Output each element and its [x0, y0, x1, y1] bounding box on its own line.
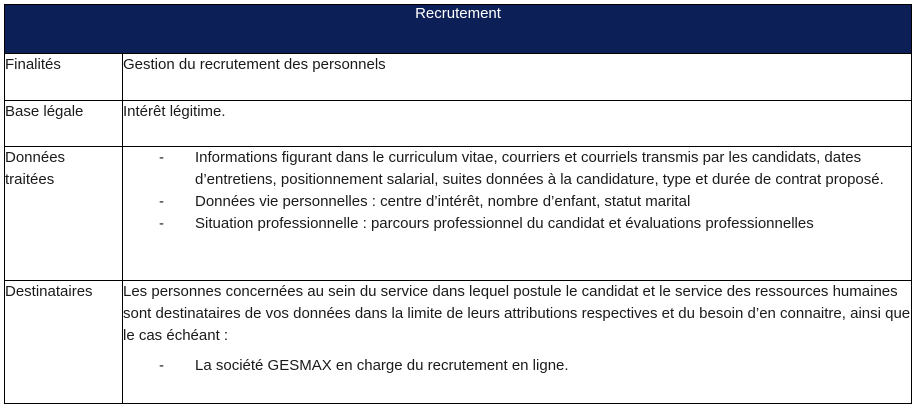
bullet-text: Données vie personnelles : centre d’intérêt, nombre d’enfant, statut marital: [195, 193, 691, 210]
row-value-base-legale: Intérêt légitime.: [123, 101, 912, 147]
row-label-finalites: Finalités: [5, 54, 123, 101]
row-value-destinataires: [123, 281, 912, 404]
bullet-text: Informations figurant dans le curriculum vitae, courriers et courriels transmis par les candidats, dates d’entretiens, positionnement salarial, suites données à la candidature, type et durée de contrat proposé.: [195, 149, 884, 188]
bullet-text: La société GESMAX en charge du recrutement en ligne.: [195, 357, 569, 374]
row-label-destinataires: Destinataires: [5, 281, 123, 404]
table-title: Recrutement: [5, 5, 912, 54]
list-item: [123, 191, 911, 213]
list-item: [123, 355, 911, 377]
row-value-donnees-traitees: [123, 147, 912, 281]
recipients-bullet-list: [123, 355, 911, 377]
list-item: [123, 147, 911, 191]
row-label-base-legale: Base légale: [5, 101, 123, 147]
bullet-text: Situation professionnelle : parcours professionnel du candidat et évaluations professionnelles: [195, 215, 814, 232]
recruitment-table: [4, 4, 912, 404]
table-header-row: [5, 5, 912, 54]
table-row: [5, 101, 912, 147]
dash-bullet-icon: -: [159, 193, 164, 210]
table-row: [5, 281, 912, 404]
table-row: [5, 54, 912, 101]
row-label-donnees-traitees: Données traitées: [5, 147, 123, 281]
recipients-paragraph: Les personnes concernées au sein du service dans lequel postule le candidat et le service des ressources humaines sont destinataires de vos données dans la limite de leurs attributions respectives et du besoin d’en connaitre, ainsi que le cas échéant :: [123, 283, 911, 344]
data-bullet-list: [123, 147, 911, 235]
dash-bullet-icon: -: [159, 215, 164, 232]
row-value-finalites: Gestion du recrutement des personnels: [123, 54, 912, 101]
dash-bullet-icon: -: [159, 149, 164, 166]
list-item: [123, 213, 911, 235]
dash-bullet-icon: -: [159, 357, 164, 374]
table-row: [5, 147, 912, 281]
